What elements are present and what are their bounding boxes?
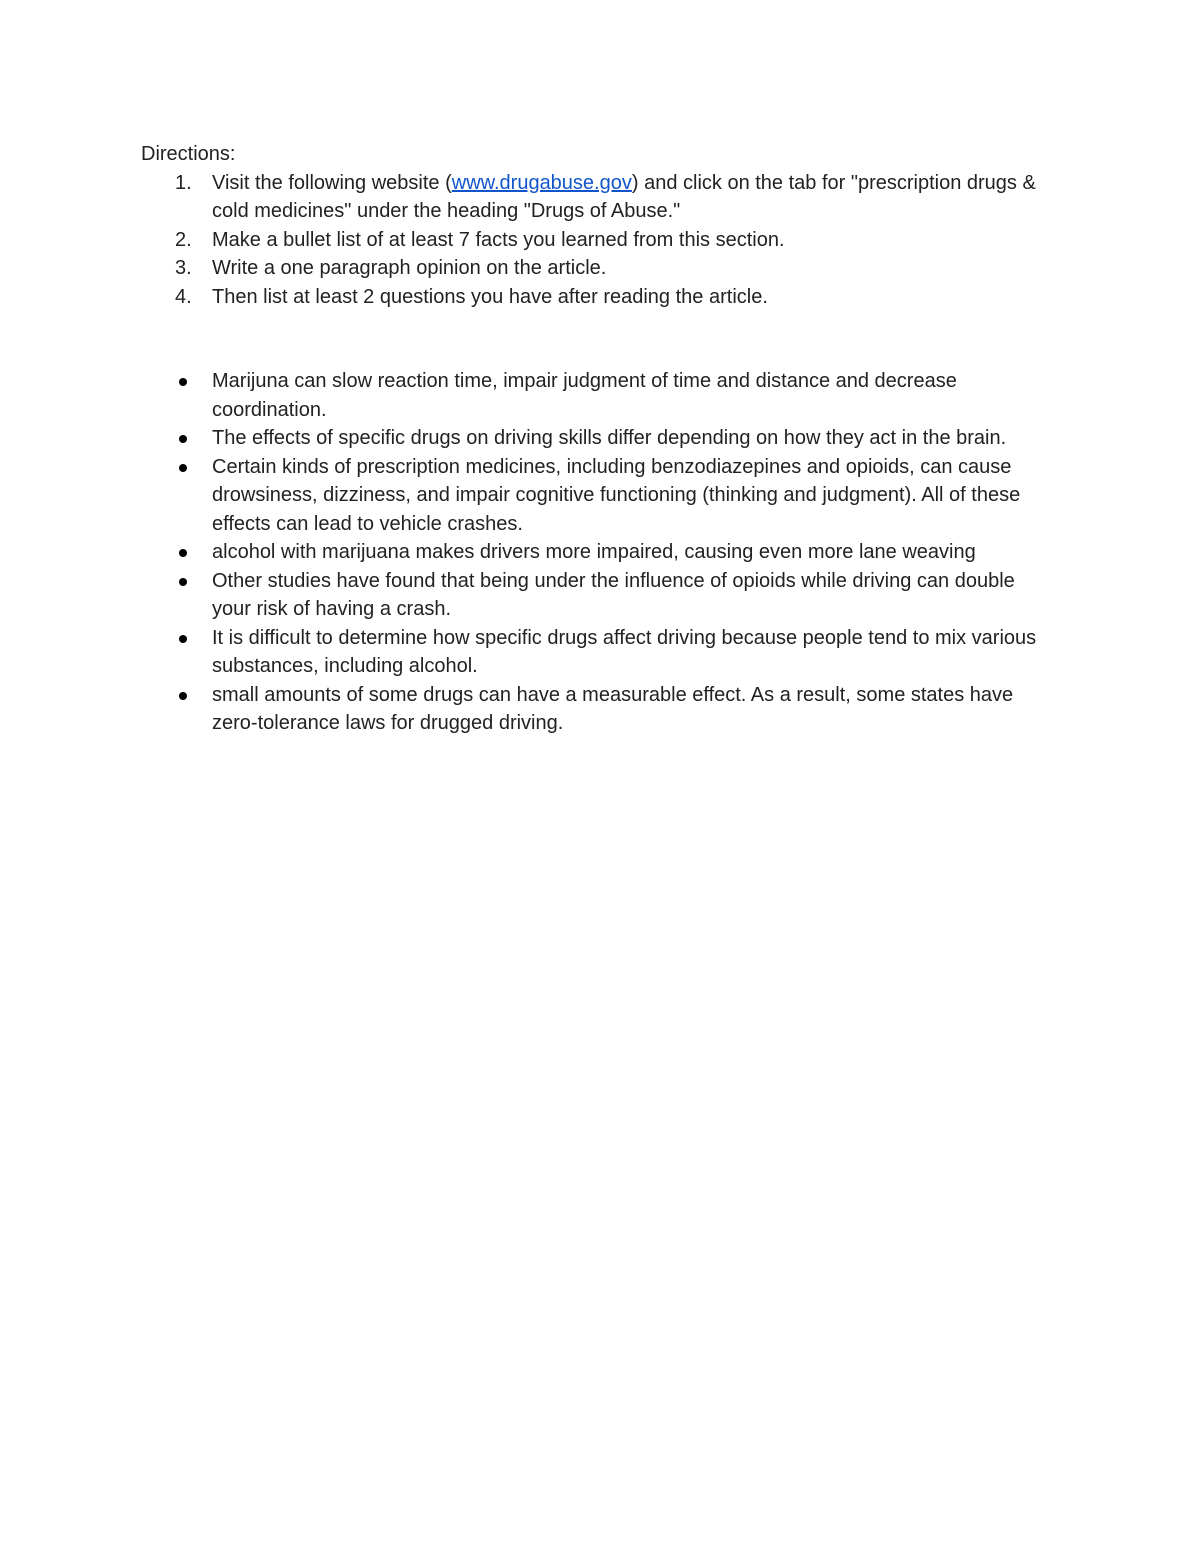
section-spacer [141,311,1051,367]
fact-item [141,538,1051,567]
fact-text: alcohol with marijuana makes drivers more impaired, causing even more lane weaving [212,541,976,563]
directions-heading: Directions: [141,143,236,165]
direction-step [141,254,1051,283]
fact-item [141,567,1051,624]
fact-item [141,624,1051,681]
step-number: 3. [175,257,192,279]
fact-text: Other studies have found that being under the influence of opioids while driving can double your risk of having a crash. [212,569,1015,620]
direction-step [141,169,1051,226]
fact-text: It is difficult to determine how specific drugs affect driving because people tend to mix various substances, including alcohol. [212,626,1037,677]
bullet-icon [179,692,187,700]
step-number: 2. [175,228,192,251]
step-text-after-link: ) and click on the tab for "prescription drugs & cold medicines" under the heading "Drugs of Abuse." [212,171,1036,222]
fact-text: small amounts of some drugs can have a measurable effect. As a result, some states have zero-tolerance laws for drugged driving. [212,683,1014,734]
bullet-icon [179,578,187,586]
direction-step [141,226,1051,255]
fact-item [141,424,1051,453]
fact-item [141,453,1051,539]
bullet-icon [179,549,187,557]
directions-list [141,169,1051,312]
bullet-icon [179,378,187,386]
bullet-icon [179,435,187,443]
fact-text: Certain kinds of prescription medicines, including benzodiazepines and opioids, can cause drowsiness, dizziness, and impair cognitive functioning (thinking and judgment). All of these effects can lead to vehicle crashes. [212,455,1021,535]
fact-item [141,367,1051,424]
fact-text: The effects of specific drugs on driving skills differ depending on how they act in the brain. [212,427,1007,449]
bullet-icon [179,635,187,643]
step-text: Write a one paragraph opinion on the article. [212,257,607,279]
direction-step [141,283,1051,312]
step-number: 1. [175,171,192,194]
step-number: 4. [175,285,192,308]
document-content [141,140,1051,738]
fact-text: Marijuna can slow reaction time, impair judgment of time and distance and decrease coordination. [212,370,957,421]
step-text: Make a bullet list of at least 7 facts you learned from this section. [212,228,785,251]
fact-item [141,681,1051,738]
facts-list [141,367,1051,738]
step-text: Then list at least 2 questions you have after reading the article. [212,285,768,308]
drugabuse-link[interactable]: www.drugabuse.gov [451,171,632,194]
bullet-icon [179,464,187,472]
step-text-before-link: Visit the following website ( [212,171,452,194]
